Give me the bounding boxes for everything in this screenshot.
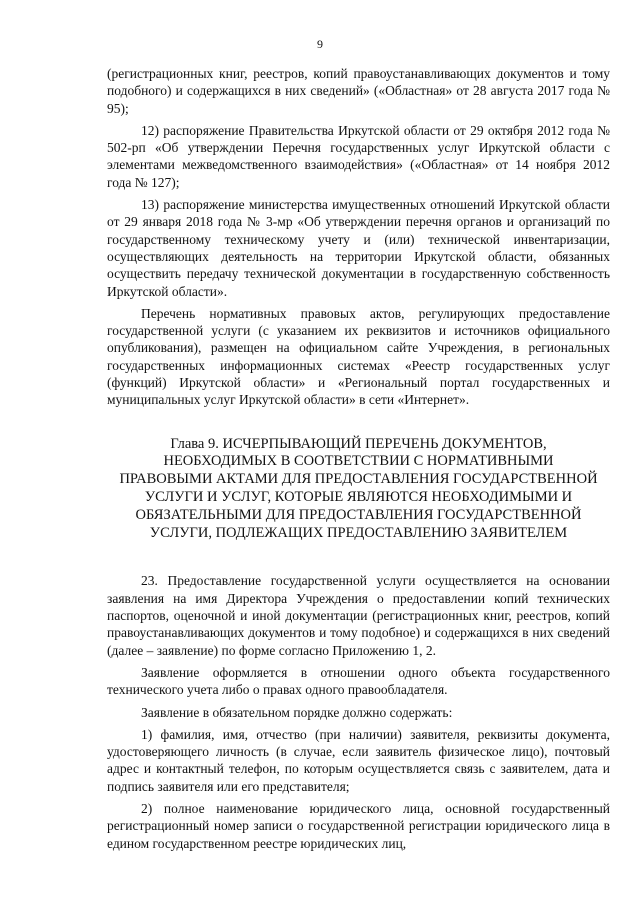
paragraph: (регистрационных книг, реестров, копий правоустанавливающих документов и тому подобного) и содержащихся в них сведений» («Областная» от 28 августа 2017 года № 95); — [107, 66, 610, 116]
heading-line: Глава 9. ИСЧЕРПЫВАЮЩИЙ ПЕРЕЧЕНЬ ДОКУМЕНТОВ, — [170, 435, 547, 452]
chapter-heading — [107, 436, 610, 543]
paragraph: 1) фамилия, имя, отчество (при наличии) заявителя, реквизиты документа, удостоверяющего личность (в случае, если заявитель физическое лицо), почтовый адрес и контактный телефон, по которым осуществляется связь с заявителем, дата и подпись заявителя или его представителя; — [107, 726, 610, 794]
paragraph: Заявление оформляется в отношении одного объекта государственного технического учета либо о правах одного правообладателя. — [107, 664, 610, 698]
heading-line: ОБЯЗАТЕЛЬНЫМИ ДЛЯ ПРЕДОСТАВЛЕНИЯ ГОСУДАРСТВЕННОЙ — [135, 506, 582, 523]
paragraph: Заявление в обязательном порядке должно содержать: — [141, 704, 453, 720]
document-body — [107, 65, 610, 857]
heading-line: НЕОБХОДИМЫХ В СООТВЕТСТВИИ С НОРМАТИВНЫМИ — [163, 453, 554, 470]
paragraph: 23. Предоставление государственной услуги осуществляется на основании заявления на имя Директора Учреждения о предоставлении копий технических паспортов, оценочной и иной документации (регистрационных книг, реестров, копий правоустанавливающих документов и тому подобное) и содержащихся в них сведений (далее – заявление) по форме согласно Приложению 1, 2. — [107, 573, 610, 658]
paragraph: 13) распоряжение министерства имущественных отношений Иркутской области от 29 января 2018 года № 3-мр «Об утверждении перечня органов и организаций по государственному техническому учету и (или) технической инвентаризации, осуществляющих деятельность на территории Иркутской области, обязанных осуществить передачу технической документации в государственную собственность Иркутской области». — [107, 197, 610, 299]
heading-line: ПРАВОВЫМИ АКТАМИ ДЛЯ ПРЕДОСТАВЛЕНИЯ ГОСУДАРСТВЕННОЙ — [119, 471, 598, 488]
heading-line: УСЛУГИ И УСЛУГ, КОТОРЫЕ ЯВЛЯЮТСЯ НЕОБХОДИМЫМИ И — [144, 489, 573, 506]
paragraph: 12) распоряжение Правительства Иркутской области от 29 октября 2012 года № 502-рп «Об утверждении Перечня государственных услуг Иркутской области с элементами межведомственного взаимодействия» («Областная» от 14 ноября 2012 года № 127); — [107, 122, 610, 190]
heading-line: УСЛУГИ, ПОДЛЕЖАЩИХ ПРЕДОСТАВЛЕНИЮ ЗАЯВИТЕЛЕМ — [149, 524, 568, 541]
paragraph: 2) полное наименование юридического лица, основной государственный регистрационный номер записи о государственной регистрации юридического лица в едином государственном реестре юридических лиц, — [107, 800, 610, 851]
paragraph: Перечень нормативных правовых актов, регулирующих предоставление государственной услуги (с указанием их реквизитов и источников официального опубликования), размещен на официальном сайте Учреждения, в региональных государственных информационных системах «Реестр государственных услуг (функций) Иркутской области» и «Региональный портал государственных и муниципальных услуг Иркутской области» в сети «Интернет». — [107, 305, 610, 408]
page-number: 9 — [317, 37, 323, 51]
